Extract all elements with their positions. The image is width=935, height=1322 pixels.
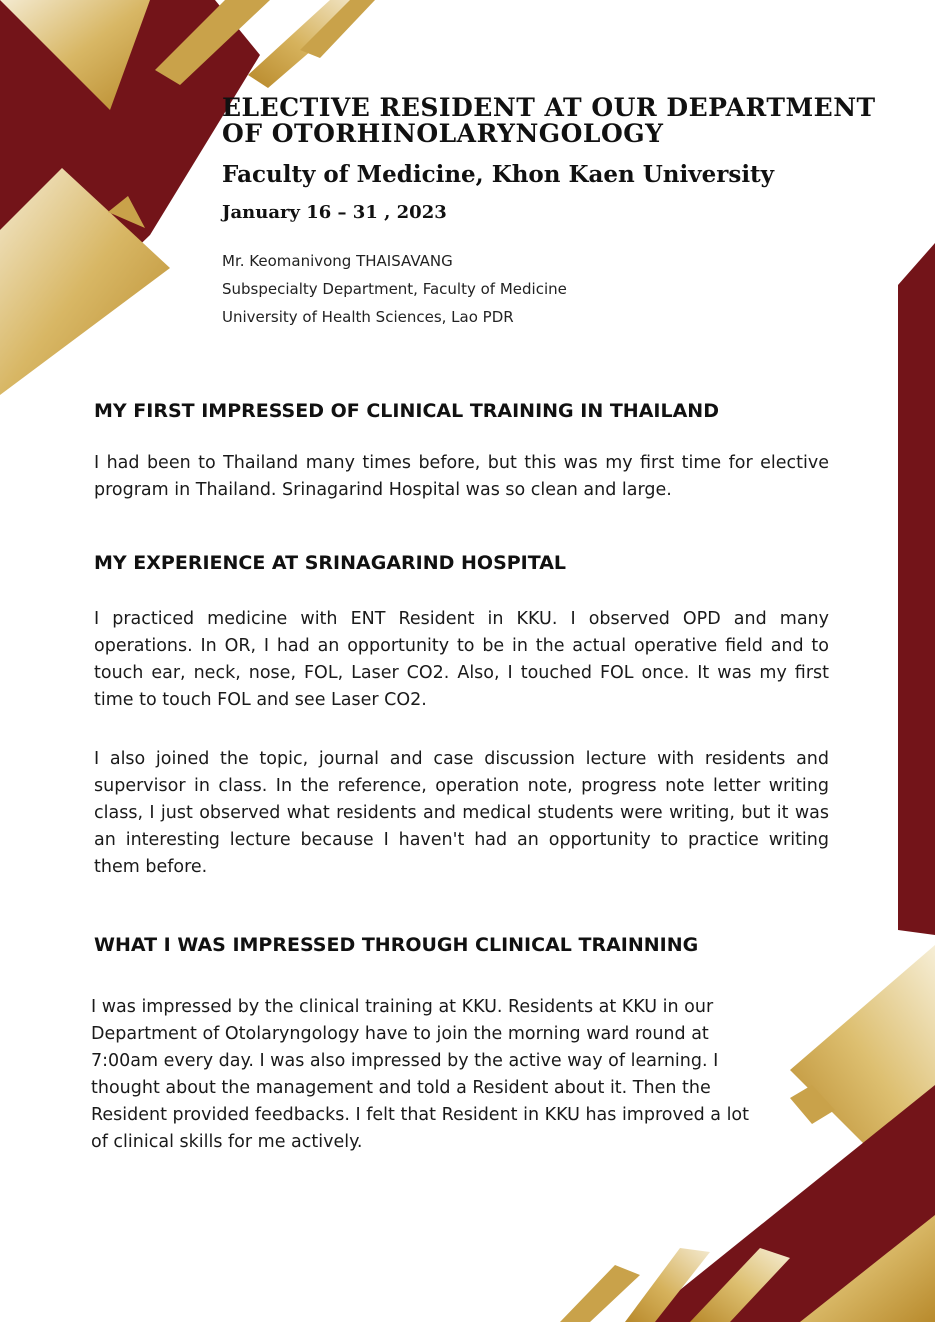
maroon-band-right — [898, 243, 935, 935]
author-institution: University of Health Sciences, Lao PDR — [222, 308, 514, 326]
gold-stripe-bottom-1 — [560, 1265, 640, 1322]
section-heading-first-impression: MY FIRST IMPRESSED OF CLINICAL TRAINING IN THAILAND — [94, 400, 719, 422]
author-department: Subspecialty Department, Faculty of Medicine — [222, 280, 567, 298]
page-subtitle: Faculty of Medicine, Khon Kaen University — [222, 161, 775, 188]
author-name: Mr. Keomanivong THAISAVANG — [222, 252, 453, 270]
paragraph-first-impression: I had been to Thailand many times before, but this was my first time for elective program in Thailand. Srinagarind Hospital was so clean and large. — [94, 453, 829, 500]
author-block — [222, 247, 567, 331]
section-heading-experience: MY EXPERIENCE AT SRINAGARIND HOSPITAL — [94, 552, 567, 574]
paragraph-experience-2: I also joined the topic, journal and case discussion lecture with residents and supervisor in class. In the reference, operation note, progress note letter writing class, I just observed what residents and medical students were writing, but it was an interesting lecture because I haven't had an opportunity to practice writing them before. — [94, 749, 829, 877]
section-heading-impressed: WHAT I WAS IMPRESSED THROUGH CLINICAL TRAINNING — [94, 934, 699, 956]
date-range: January 16 – 31 , 2023 — [222, 202, 447, 223]
paragraph-impressed: I was impressed by the clinical training at KKU. Residents at KKU in our Department of Otolaryngology have to join the morning ward round at 7:00am every day. I was also impressed by the active way of learning. I thought about the management and told a Resident about it. Then the Resident provided feedbacks. I felt that Resident in KKU has improved a lot of clinical skills for me actively. — [91, 997, 749, 1152]
paragraph-experience-1: I practiced medicine with ENT Resident in KKU. I observed OPD and many operations. In OR, I had an opportunity to be in the actual operative field and to touch ear, neck, nose, FOL, Laser CO2. Also, I touched FOL once. It was my first time to touch FOL and see Laser CO2. — [94, 609, 829, 710]
page-title: ELECTIVE RESIDENT AT OUR DEPARTMENT OF OTORHINOLARYNGOLOGY — [222, 93, 876, 148]
